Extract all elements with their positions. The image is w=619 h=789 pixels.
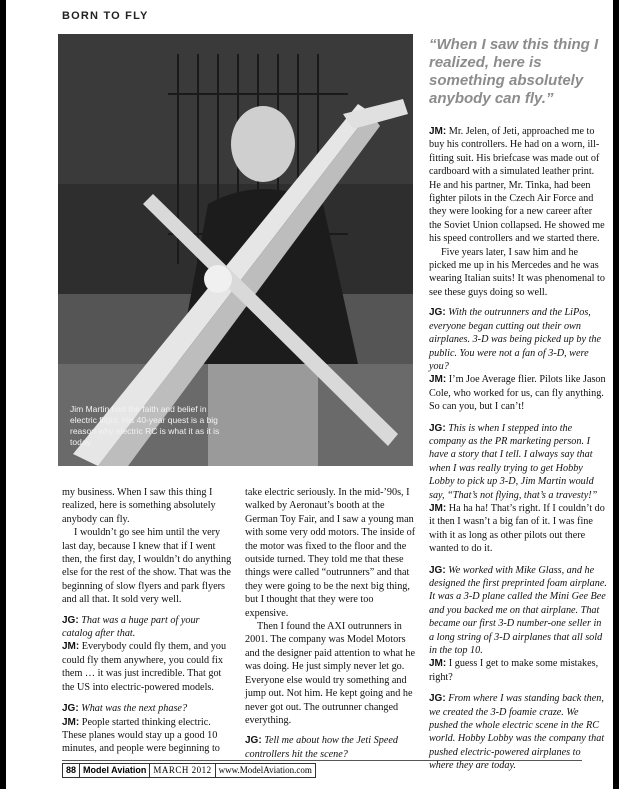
section-tag: BORN TO FLY [62,10,149,22]
interview-exchange [62,614,232,694]
question-text: What was the next phase? [81,703,188,715]
speaker-tag: JM: [429,374,447,386]
article-photo [58,34,413,466]
question-text: With the outrunners and the LiPos, everyone began cutting out their own airplanes. 3-D was being picked up by the public. You were not a fan of 3-D, were you? [429,307,602,372]
issue-date: MARCH 2012 [149,763,215,778]
answer-text: Mr. Jelen, of Jeti, approached me to buy his controllers. He had on a worn, ill-fitting suit. His briefcase was made out of cardboard with a simulated leather print. He and his partner, Mr. Tinka, had been fighter pilots in the Czech Air Force and they were looking for a new career after the Soviet Union collapsed. He showed me his speed controllers and we started there. [429,126,605,245]
speaker-tag: JM: [62,641,80,653]
answer-text: I guess I get to make some mistakes, right? [429,658,599,683]
speaker-tag: JM: [429,658,447,670]
speaker-tag: JG: [429,422,446,434]
paragraph: Then I found the AXI outrunners in 2001. The company was Model Motors and the designer paid attention to what he was doing. He just simply never let go. Everyone else would try something and jump out. Not him. He kept going and he never got out. The outrunner changed everything. [245,621,416,726]
interview-exchange [429,422,607,556]
question-text: Tell me about how the Jeti Speed controllers hit the scene? [245,735,398,760]
footer-rule [62,760,582,761]
question-text: We worked with Mike Glass, and he designed the first preprinted foam airplane. It was a 3-D plane called the Mini Gee Bee and you backed me on that airplane. That became our first 3-D number-one seller in a long string of 3-D airplanes that all sold in the top 10. [429,564,607,657]
answer-text: People started thinking electric. These planes would stay up a good 10 minutes, and people were beginning to [62,716,220,755]
answer-text: Everybody could fly them, and you could fly them anywhere, you could fix them … it was just incredible. That got the US into electric-powered models. [62,641,227,693]
pull-quote: “When I saw this thing I realized, here is something absolutely anybody can fly.” [429,36,599,107]
column-3 [429,125,607,781]
website-url: www.ModelAviation.com [215,763,316,778]
magazine-page [6,0,613,789]
paragraph: I wouldn’t go see him until the very last day, because I knew that if I went then, the first day, I wouldn’t do anything else for the rest of the show. That was the beginning of slow flyers and park flyers and all that. It sold very well. [62,527,232,606]
interview-exchange [245,734,417,761]
answer-text: Ha ha ha! That’s right. If I couldn’t do it then I wasn’t a big fan of it. I was fine with it as long as other pilots out there wanted to do it. [429,502,605,555]
interview-exchange [429,564,607,685]
speaker-tag: JG: [429,564,446,576]
speaker-tag: JM: [429,502,447,514]
column-1 [62,486,232,764]
paragraph: take electric seriously. In the mid-’90s, I walked by Aeronaut’s booth at the German Toy Fair, and I saw a young man with some very odd motors. The inside of the motor was fixed to the floor and the outside turned. They told me that these things were called “outrunners” and that they were going to be the next big thing, but I thought that they were too expensive. [245,487,416,619]
magazine-name: Model Aviation [79,763,150,778]
question-text: This is when I stepped into the company as the PR marketing person. I have a story that I tell. I always say that when I was really trying to get Hobby Lobby to pick up 3-D, Jim Martin would say, “That’s not flying, that’s a travesty!” [429,422,598,501]
paragraph: my business. When I saw this thing I realized, here is something absolutely anybody can fly. [62,487,216,525]
interview-exchange [429,306,607,413]
paragraph [429,125,607,246]
photo-illustration [58,34,413,466]
page-number: 88 [62,763,80,778]
answer-text: I’m Joe Average flier. Pilots like Jason Cole, who worked for us, can fly anything. So can you, but I can’t! [429,374,606,413]
speaker-tag: JM: [429,126,447,137]
speaker-tag: JG: [62,703,79,715]
speaker-tag: JM: [62,716,80,728]
speaker-tag: JG: [429,693,446,705]
question-text: From where I was standing back then, we created the 3-D foamie craze. We pushed the whole electric scene in the RC world. Hobby Lobby was the company that pushed electric-powered airplanes to where they are today. [429,693,605,772]
photo-caption: Jim Martin had the faith and belief in electric flight. His 40-year quest is a big reason why electric RC is what it as it is today. [70,404,220,447]
paragraph: Five years later, I saw him and he picked me up in his Mercedes and he was wearing Italian suits! It was phenomenal to see these guys doing so well. [429,246,605,298]
speaker-tag: JG: [62,614,79,626]
speaker-tag: JG: [429,307,446,319]
speaker-tag: JG: [245,735,262,747]
page-footer [62,763,315,777]
question-text: That was a huge part of your catalog after that. [62,614,200,640]
column-2 [245,486,417,769]
interview-exchange [62,702,232,756]
